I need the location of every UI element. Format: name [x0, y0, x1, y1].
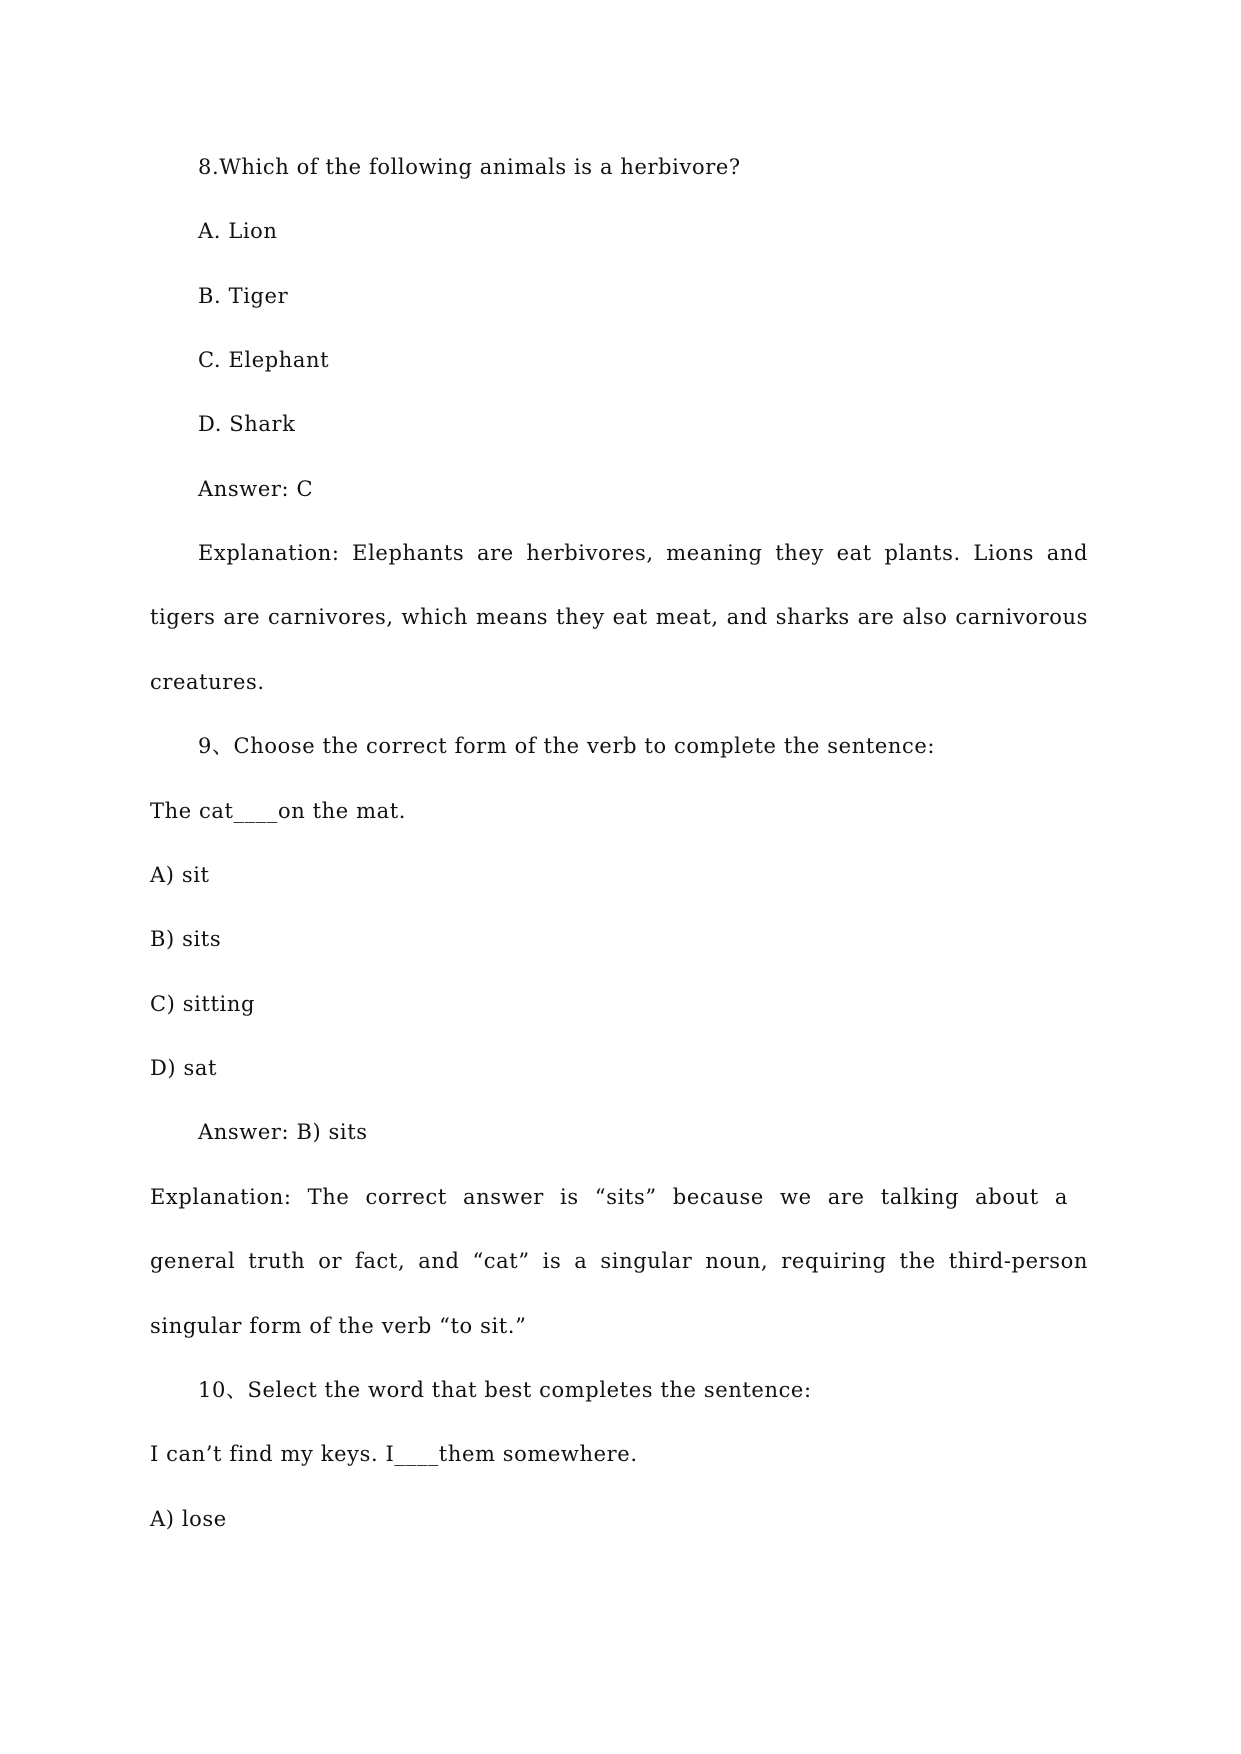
question-10-option-a: A) lose	[150, 1507, 227, 1531]
question-8-option-a: A. Lion	[198, 219, 278, 243]
question-9-explanation-line-1: Explanation: The correct answer is “sits” because we are talking about a	[150, 1185, 1068, 1209]
question-8-option-b: B. Tiger	[198, 284, 289, 308]
question-9-option-a: A) sit	[150, 863, 210, 887]
question-8-answer: Answer: C	[198, 477, 314, 501]
question-8-explanation-line-2: tigers are carnivores, which means they eat meat, and sharks are also carnivorous	[150, 605, 1088, 629]
question-9-explanation-line-2: general truth or fact, and “cat” is a singular noun, requiring the third-person	[150, 1249, 1088, 1273]
question-9-answer: Answer: B) sits	[198, 1120, 368, 1144]
question-10-text: 10、Select the word that best completes the sentence:	[198, 1378, 812, 1402]
question-8-explanation-line-1: Explanation: Elephants are herbivores, meaning they eat plants. Lions and	[198, 541, 1088, 565]
question-9-explanation-line-3: singular form of the verb “to sit.”	[150, 1314, 527, 1338]
question-8-option-c: C. Elephant	[198, 348, 330, 372]
question-9-option-c: C) sitting	[150, 992, 255, 1016]
question-8-option-d: D. Shark	[198, 412, 296, 436]
question-9-sentence: The cat____on the mat.	[150, 799, 407, 823]
question-9-text: 9、Choose the correct form of the verb to complete the sentence:	[198, 734, 936, 758]
question-8-explanation-line-3: creatures.	[150, 670, 265, 694]
question-8-text: 8.Which of the following animals is a herbivore?	[198, 155, 741, 179]
question-9-option-d: D) sat	[150, 1056, 218, 1080]
question-10-sentence: I can’t find my keys. I____them somewhere.	[150, 1442, 638, 1466]
question-9-option-b: B) sits	[150, 927, 222, 951]
